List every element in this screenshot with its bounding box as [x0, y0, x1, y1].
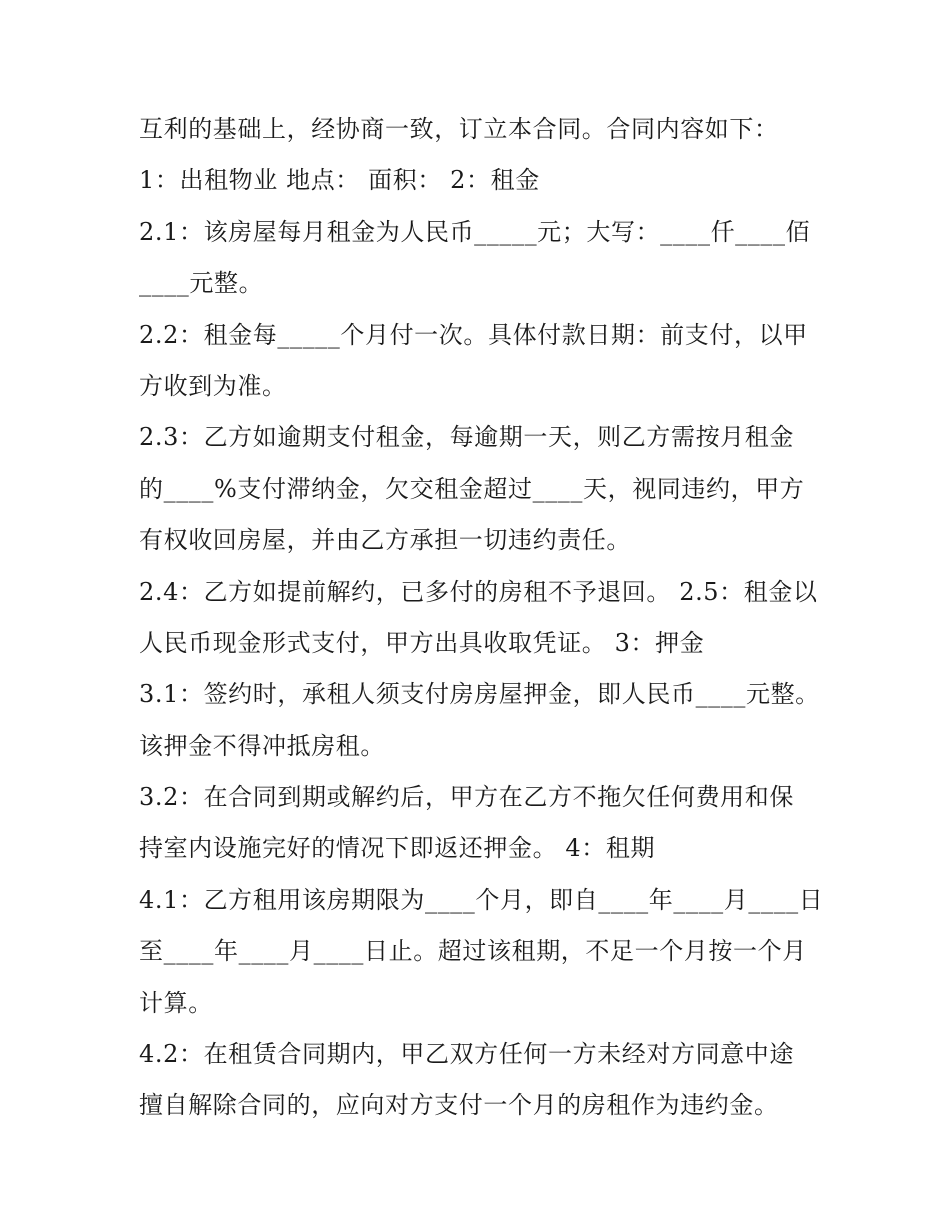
contract-line-13: 该押金不得冲抵房租。 — [139, 731, 385, 760]
contract-line-18: 计算。 — [139, 988, 213, 1017]
contract-line-2: 1：出租物业 地点： 面积： 2：租金 — [139, 166, 540, 195]
contract-line-9: 有权收回房屋，并由乙方承担一切违约责任。 — [139, 526, 631, 555]
contract-line-1: 互利的基础上，经协商一致，订立本合同。合同内容如下： — [139, 115, 779, 143]
contract-body — [139, 104, 824, 1132]
contract-line-7: 2.3：乙方如逾期支付租金，每逾期一天，则乙方需按月租金 — [139, 423, 794, 452]
contract-line-3: 2.1：该房屋每月租金为人民币_____元；大写：____仟____佰 — [139, 217, 811, 246]
contract-line-11: 人民币现金形式支付，甲方出具收取凭证。 3：押金 — [139, 628, 705, 657]
contract-line-5: 2.2：租金每_____个月付一次。具体付款日期：前支付，以甲 — [139, 320, 808, 349]
contract-line-6: 方收到为准。 — [139, 371, 287, 400]
contract-line-10: 2.4：乙方如提前解约，已多付的房租不予退回。 2.5：租金以 — [139, 577, 818, 606]
contract-line-16: 4.1：乙方租用该房期限为____个月，即自____年____月____日 — [139, 885, 824, 914]
contract-line-12: 3.1：签约时，承租人须支付房房屋押金，即人民币____元整。 — [139, 680, 820, 709]
contract-line-17: 至____年____月____日止。超过该租期，不足一个月按一个月 — [139, 937, 807, 966]
contract-line-19: 4.2：在租赁合同期内，甲乙双方任何一方未经对方同意中途 — [139, 1040, 794, 1069]
contract-line-8: 的____%支付滞纳金，欠交租金超过____天，视同违约，甲方 — [139, 474, 805, 503]
contract-line-4: ____元整。 — [139, 269, 264, 298]
contract-line-15: 持室内设施完好的情况下即返还押金。 4：租期 — [139, 834, 656, 863]
contract-line-14: 3.2：在合同到期或解约后，甲方在乙方不拖欠任何费用和保 — [139, 783, 794, 812]
contract-line-20: 擅自解除合同的，应向对方支付一个月的房租作为违约金。 — [139, 1091, 779, 1120]
